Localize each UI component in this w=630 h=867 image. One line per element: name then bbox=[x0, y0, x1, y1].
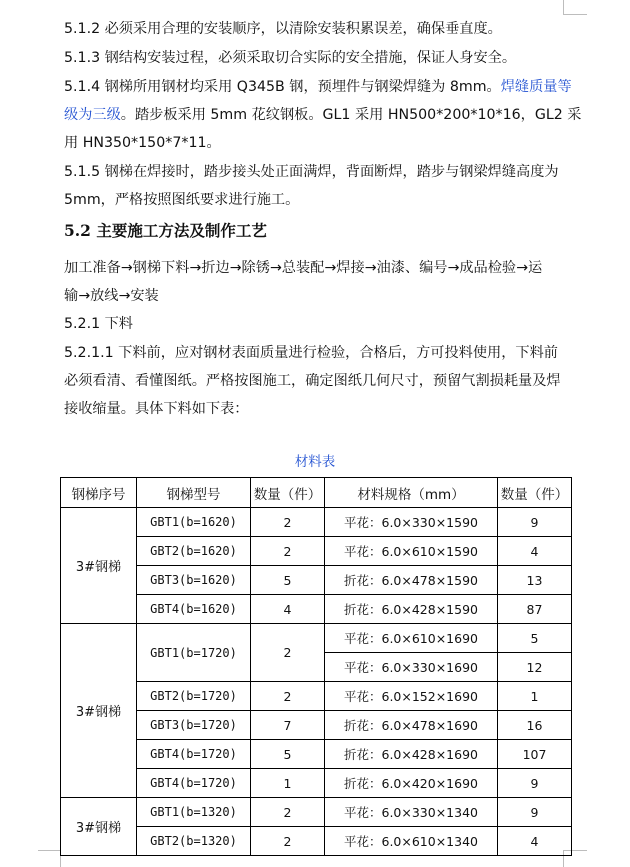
material-spec: 平花：6.0×610×1690 bbox=[325, 624, 498, 653]
table-row bbox=[61, 740, 572, 769]
paragraph-5-1-4-line2 bbox=[64, 101, 582, 130]
table-row bbox=[61, 711, 572, 740]
stair-model: GBT4(b=1720) bbox=[137, 740, 251, 769]
stair-group-label: 3#钢梯 bbox=[61, 508, 137, 624]
material-count: 16 bbox=[498, 711, 572, 740]
table-row bbox=[61, 769, 572, 798]
material-count: 4 bbox=[498, 827, 572, 856]
stair-quantity: 2 bbox=[251, 798, 325, 827]
stair-model: GBT1(b=1620) bbox=[137, 508, 251, 537]
material-spec: 平花：6.0×330×1690 bbox=[325, 653, 498, 682]
stair-quantity: 2 bbox=[251, 827, 325, 856]
stair-model: GBT2(b=1620) bbox=[137, 537, 251, 566]
stair-model: GBT2(b=1720) bbox=[137, 682, 251, 711]
paragraph-5-1-4-line3: 用 HN350*150*7*11。 bbox=[64, 135, 221, 151]
material-count: 5 bbox=[498, 624, 572, 653]
stair-quantity: 2 bbox=[251, 682, 325, 711]
table-row bbox=[61, 508, 572, 537]
stair-quantity: 4 bbox=[251, 595, 325, 624]
material-spec: 平花：6.0×610×1340 bbox=[325, 827, 498, 856]
paragraph-5-1-5-line1: 5.1.5 钢梯在焊接时，踏步接头处正面满焊，背面断焊，踏步与钢梁焊缝高度为 bbox=[64, 164, 559, 180]
material-spec: 折花：6.0×420×1690 bbox=[325, 769, 498, 798]
stair-quantity: 5 bbox=[251, 566, 325, 595]
process-flow-line2: 输→放线→安装 bbox=[64, 288, 159, 304]
paragraph-text: 。踏步板采用 5mm 花纹钢板。GL1 采用 HN500*200*10*16，GL2 采 bbox=[120, 107, 582, 123]
table-row bbox=[61, 827, 572, 856]
material-count: 12 bbox=[498, 653, 572, 682]
highlighted-text: 焊缝质量等 bbox=[500, 79, 572, 95]
stair-quantity: 1 bbox=[251, 769, 325, 798]
table-row bbox=[61, 595, 572, 624]
header-stair-number: 钢梯序号 bbox=[61, 478, 137, 508]
paragraph-5-1-2: 5.1.2 必须采用合理的安装顺序，以清除安装积累误差，确保垂直度。 bbox=[64, 21, 502, 37]
material-count: 4 bbox=[498, 537, 572, 566]
material-spec: 平花：6.0×330×1340 bbox=[325, 798, 498, 827]
stair-model: GBT1(b=1720) bbox=[137, 624, 251, 682]
material-spec: 折花：6.0×428×1590 bbox=[325, 595, 498, 624]
material-count: 13 bbox=[498, 566, 572, 595]
material-count: 9 bbox=[498, 798, 572, 827]
paragraph-5-1-4-line1 bbox=[64, 73, 574, 102]
highlighted-text: 级为三级 bbox=[64, 107, 121, 123]
stair-model: GBT1(b=1320) bbox=[137, 798, 251, 827]
stair-model: GBT4(b=1720) bbox=[137, 769, 251, 798]
header-quantity: 数量（件） bbox=[251, 478, 325, 508]
crop-mark bbox=[563, 0, 564, 14]
process-flow-line1: 加工准备→钢梯下料→折边→除锈→总装配→焊接→油漆、编号→成品检验→运 bbox=[64, 260, 543, 276]
header-material-quantity: 数量（件） bbox=[498, 478, 572, 508]
table-row bbox=[61, 798, 572, 827]
material-spec: 平花：6.0×330×1590 bbox=[325, 508, 498, 537]
table-caption: 材料表 bbox=[294, 454, 336, 470]
subsection-5-2-1: 5.2.1 下料 bbox=[64, 316, 133, 332]
header-stair-model: 钢梯型号 bbox=[137, 478, 251, 508]
material-spec: 平花：6.0×152×1690 bbox=[325, 682, 498, 711]
stair-quantity: 5 bbox=[251, 740, 325, 769]
stair-quantity: 2 bbox=[251, 624, 325, 682]
table-row bbox=[61, 566, 572, 595]
table-row bbox=[61, 682, 572, 711]
paragraph-5-2-1-1-line3: 接收缩量。具体下料如下表： bbox=[64, 401, 249, 417]
material-spec: 折花：6.0×428×1690 bbox=[325, 740, 498, 769]
paragraph-text: 5.1.4 钢梯所用钢材均采用 Q345B 钢，预埋件与钢梁焊缝为 8mm。 bbox=[64, 79, 501, 95]
material-count: 107 bbox=[498, 740, 572, 769]
stair-quantity: 2 bbox=[251, 508, 325, 537]
table-row bbox=[61, 624, 572, 653]
stair-quantity: 7 bbox=[251, 711, 325, 740]
material-count: 1 bbox=[498, 682, 572, 711]
stair-model: GBT2(b=1320) bbox=[137, 827, 251, 856]
material-spec: 平花：6.0×610×1590 bbox=[325, 537, 498, 566]
material-count: 87 bbox=[498, 595, 572, 624]
paragraph-5-1-5-line2: 5mm，严格按照图纸要求进行施工。 bbox=[64, 192, 300, 208]
material-spec: 折花：6.0×478×1690 bbox=[325, 711, 498, 740]
materials-table bbox=[60, 477, 572, 856]
stair-quantity: 2 bbox=[251, 537, 325, 566]
stair-model: GBT3(b=1620) bbox=[137, 566, 251, 595]
crop-mark bbox=[38, 850, 60, 851]
table-row bbox=[61, 537, 572, 566]
header-material-spec: 材料规格（mm） bbox=[325, 478, 498, 508]
stair-group-label: 3#钢梯 bbox=[61, 798, 137, 856]
table-header-row bbox=[61, 478, 572, 508]
paragraph-5-2-1-1-line2: 必须看清、看懂图纸。严格按图施工，确定图纸几何尺寸，预留气割损耗量及焊 bbox=[64, 373, 561, 389]
material-count: 9 bbox=[498, 508, 572, 537]
material-spec: 折花：6.0×478×1590 bbox=[325, 566, 498, 595]
paragraph-5-2-1-1-line1: 5.2.1.1 下料前，应对钢材表面质量进行检验，合格后，方可投料使用，下料前 bbox=[64, 345, 558, 361]
section-heading: 5.2 主要施工方法及制作工艺 bbox=[64, 221, 267, 240]
paragraph-5-1-3: 5.1.3 钢结构安装过程，必须采取切合实际的安全措施，保证人身安全。 bbox=[64, 50, 517, 66]
stair-model: GBT3(b=1720) bbox=[137, 711, 251, 740]
stair-group-label: 3#钢梯 bbox=[61, 624, 137, 798]
stair-model: GBT4(b=1620) bbox=[137, 595, 251, 624]
material-count: 9 bbox=[498, 769, 572, 798]
